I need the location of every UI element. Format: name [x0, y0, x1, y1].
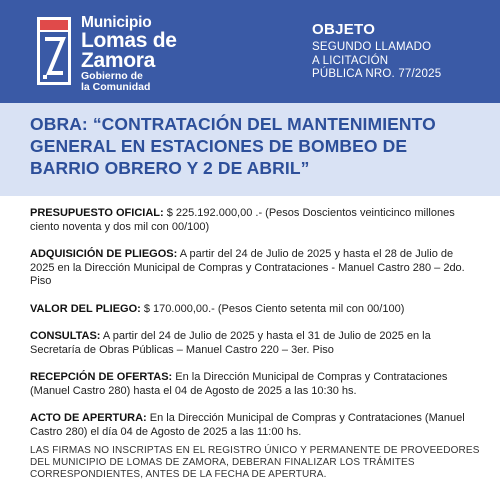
brand-line-1: Municipio: [81, 14, 152, 31]
apertura-text: En la Dirección Municipal de Compras y Contrataciones (Manuel Castro 280) el día 04 de Agosto de 2025 a las 11:00 hs.: [30, 412, 465, 438]
valor-label: VALOR DEL PLIEGO:: [30, 302, 141, 315]
apertura-label: ACTO DE APERTURA:: [30, 412, 147, 424]
footer-notice: LAS FIRMAS NO INSCRIPTAS EN EL REGISTRO ÚNICO Y PERMANENTE DE PROVEEDORES DEL MUNICIPIO DE LOMAS DE ZAMORA, DEBERAN FINALIZAR LOS TRÁMITES CORRESPONDIENTES, ANTES DE LA FECHA DE APERTURA.: [30, 445, 480, 481]
adquisicion-paragraph: [30, 248, 480, 289]
valor-paragraph: [30, 303, 480, 317]
recepcion-paragraph: [30, 371, 480, 398]
municipio-logo-icon: [37, 17, 71, 85]
adquisicion-label: ADQUISICIÓN DE PLIEGOS:: [30, 248, 178, 260]
consultas-text: A partir del 24 de Julio de 2025 y hasta el 31 de Julio de 2025 en la Secretaría de Obras Públicas – Manuel Castro 220 – 3er. Piso: [30, 330, 431, 356]
brand-tagline-1: Gobierno de: [81, 70, 143, 82]
apertura-paragraph: [30, 412, 480, 439]
presupuesto-paragraph: [30, 207, 480, 234]
header-bar: [0, 0, 500, 103]
objeto-block: [312, 21, 441, 82]
objeto-line-1: SEGUNDO LLAMADO: [312, 41, 432, 53]
objeto-line-3: PÚBLICA NRO. 77/2025: [312, 68, 442, 80]
adquisicion-text: A partir del 24 de Julio de 2025 y hasta el 28 de Julio de 2025 en la Dirección Municipal de Compras y Contrataciones - Manuel Castro 280 – 2do. Piso: [30, 248, 465, 287]
presupuesto-label: PRESUPUESTO OFICIAL:: [30, 207, 164, 219]
brand-line-3: Zamora: [81, 49, 156, 72]
details-section: [30, 207, 480, 453]
consultas-label: CONSULTAS:: [30, 330, 101, 342]
objeto-line-2: A LICITACIÓN: [312, 54, 389, 67]
brand-tagline-2: la Comunidad: [81, 81, 151, 93]
objeto-title: OBJETO: [312, 21, 376, 38]
consultas-paragraph: [30, 330, 480, 357]
obra-title: OBRA: “CONTRATACIÓN DEL MANTENIMIENTO GENERAL EN ESTACIONES DE BOMBEO DE BARRIO OBRERO Y 2 DE ABRIL”: [30, 114, 436, 178]
valor-text: $ 170.000,00.- (Pesos Ciento setenta mil con 00/100): [140, 302, 405, 315]
presupuesto-text: $ 225.192.000,00 .- (Pesos Doscientos veinticinco millones ciento noventa y dos mil con 00/100): [30, 207, 455, 233]
recepcion-text: En la Dirección Municipal de Compras y Contrataciones (Manuel Castro 280) hasta el 04 de Agosto de 2025 a las 10:30 hs.: [30, 371, 448, 397]
recepcion-label: RECEPCIÓN DE OFERTAS:: [30, 371, 173, 383]
brand-line-2: Lomas de: [81, 29, 177, 52]
brand-name: [81, 15, 177, 93]
